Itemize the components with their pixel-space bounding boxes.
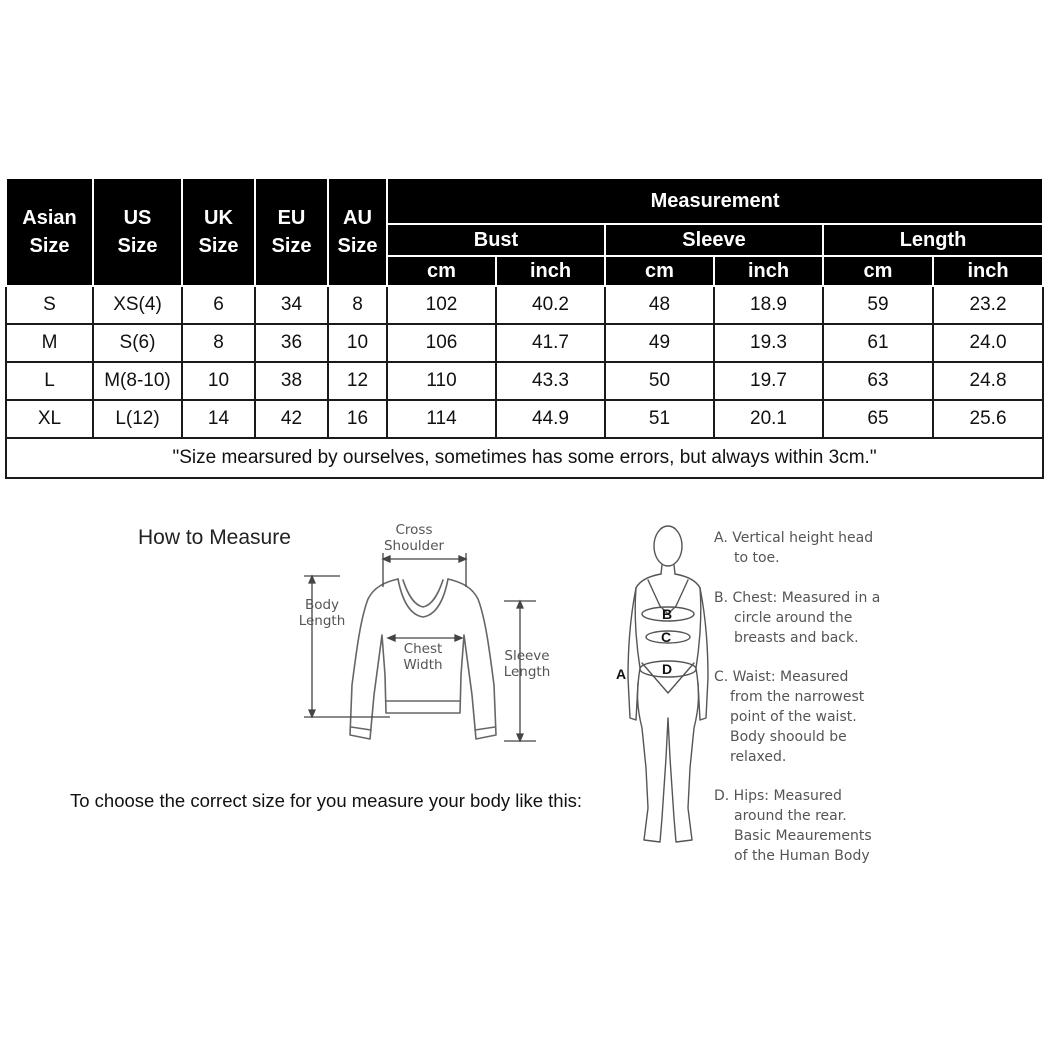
table-cell: 38 [255,362,328,400]
header-length-cm: cm [823,256,933,286]
header-sleeve: Sleeve [605,224,823,256]
table-row-s [6,286,1043,324]
legend-a: A. Vertical height head to toe. [714,530,874,566]
table-cell: 6 [182,286,255,324]
body-marker-a: A [616,666,627,682]
size-note: "Size mearsured by ourselves, sometimes has some errors, but always within 3cm." [6,438,1043,478]
table-cell: 24.8 [933,362,1043,400]
table-row-l [6,362,1043,400]
table-cell: 24.0 [933,324,1043,362]
sweater-diagram-icon [290,525,580,755]
table-cell: XL [6,400,93,438]
table-cell: M(8-10) [93,362,182,400]
body-marker-b: B [662,606,673,622]
header-length-inch: inch [933,256,1043,286]
header-eu-size: EU Size [255,178,328,286]
table-cell: 110 [387,362,496,400]
header-sleeve-inch: inch [714,256,823,286]
table-cell: 59 [823,286,933,324]
header-au-size: AU Size [328,178,387,286]
body-marker-c: C [661,629,672,645]
table-cell: 63 [823,362,933,400]
sleeve-length-label: Sleeve Length [503,648,551,680]
table-cell: 10 [182,362,255,400]
table-row-xl [6,400,1043,438]
header-us-size: US Size [93,178,182,286]
header-sleeve-cm: cm [605,256,714,286]
table-cell: 42 [255,400,328,438]
table-cell: 51 [605,400,714,438]
legend-d: D. Hips: Measured around the rear. Basic Meaurements of the Human Body [714,788,872,864]
chest-width-label: Chest Width [403,641,443,673]
table-cell: 41.7 [496,324,605,362]
table-cell: S [6,286,93,324]
table-cell: 20.1 [714,400,823,438]
body-length-label: Body Length [298,597,346,629]
legend-c: C. Waist: Measured from the narrowest point of the waist. Body shoould be relaxed. [714,669,865,765]
table-cell: 19.3 [714,324,823,362]
table-cell: 49 [605,324,714,362]
size-chart-table [5,177,1044,479]
body-figure-icon [620,518,710,850]
header-bust-cm: cm [387,256,496,286]
table-cell: 34 [255,286,328,324]
legend-b: B. Chest: Measured in a circle around the breasts and back. [714,590,881,646]
header-bust-inch: inch [496,256,605,286]
cross-shoulder-label: Cross Shoulder [383,522,445,554]
header-asian-size: Asian Size [6,178,93,286]
header-length: Length [823,224,1043,256]
table-cell: 44.9 [496,400,605,438]
header-measurement: Measurement [387,178,1043,224]
table-cell: 14 [182,400,255,438]
how-to-measure-title: How to Measure [138,526,291,549]
choose-size-instruction: To choose the correct size for you measure your body like this: [70,790,583,811]
table-cell: 10 [328,324,387,362]
table-cell: 106 [387,324,496,362]
table-cell: 18.9 [714,286,823,324]
table-cell: M [6,324,93,362]
table-cell: S(6) [93,324,182,362]
table-cell: 16 [328,400,387,438]
table-cell: 8 [182,324,255,362]
table-cell: 50 [605,362,714,400]
table-cell: 102 [387,286,496,324]
table-cell: 23.2 [933,286,1043,324]
table-cell: 114 [387,400,496,438]
table-cell: 8 [328,286,387,324]
body-marker-d: D [662,661,673,677]
table-cell: 43.3 [496,362,605,400]
table-cell: 61 [823,324,933,362]
table-note-row [6,438,1043,478]
table-cell: L [6,362,93,400]
table-cell: 48 [605,286,714,324]
table-cell: 65 [823,400,933,438]
table-cell: 19.7 [714,362,823,400]
table-cell: 25.6 [933,400,1043,438]
table-cell: L(12) [93,400,182,438]
table-cell: XS(4) [93,286,182,324]
table-cell: 12 [328,362,387,400]
header-uk-size: UK Size [182,178,255,286]
header-bust: Bust [387,224,605,256]
table-cell: 40.2 [496,286,605,324]
table-cell: 36 [255,324,328,362]
table-row-m [6,324,1043,362]
